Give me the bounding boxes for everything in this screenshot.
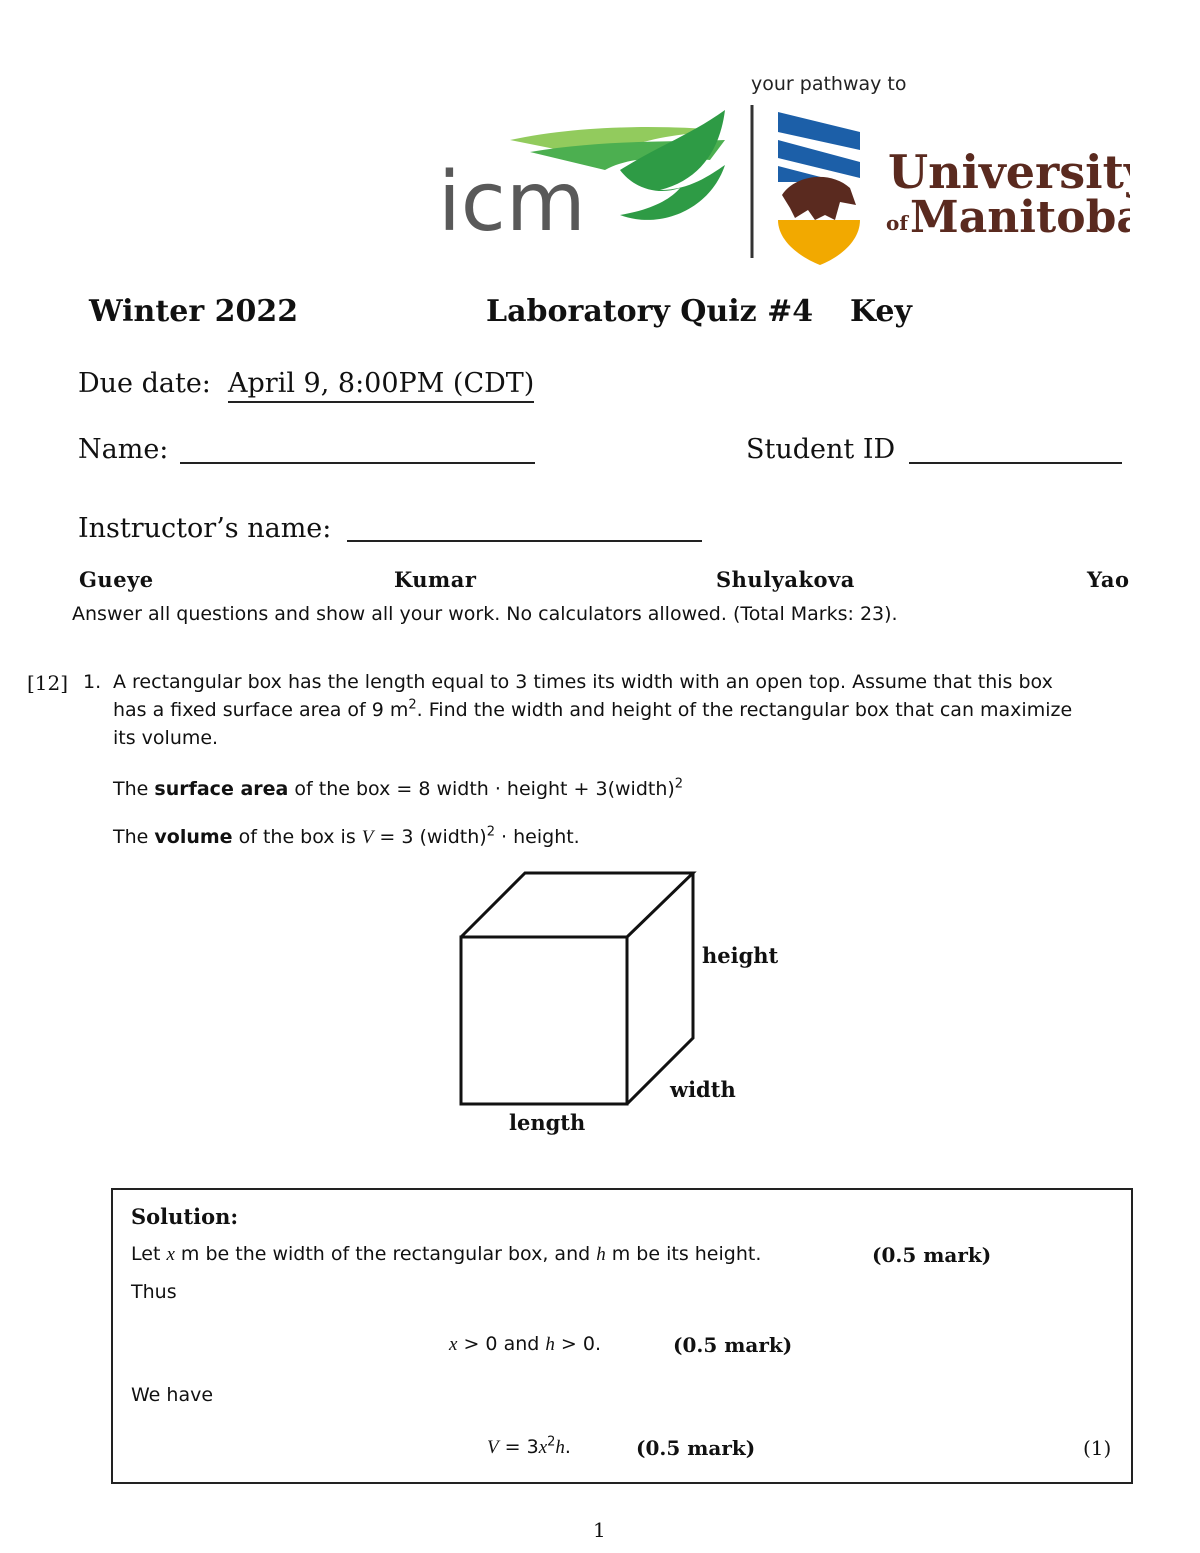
name-blank[interactable] [180, 462, 535, 464]
instructor-label: Instructor’s name: [78, 513, 332, 544]
student-id-label: Student ID [746, 434, 896, 465]
instructions-text: Answer all questions and show all your work. No calculators allowed. (Total Marks: 23). [72, 603, 898, 625]
solution-equation: $V = 3x^2h$. [487, 1434, 571, 1458]
box-front-face [461, 937, 627, 1104]
instructor-option-gueye[interactable]: Gueye [79, 567, 154, 592]
solution-title: Solution: [131, 1204, 239, 1229]
question1-marks: [12] [27, 671, 69, 695]
instructor-option-shulyakova[interactable]: Shulyakova [716, 567, 855, 592]
university-of-text: of [886, 211, 908, 235]
due-date-value: April 9, 8:00PM (CDT) [228, 368, 534, 403]
instructor-blank[interactable] [347, 540, 702, 542]
question1-text-line1: A rectangular box has the length equal to 3 times its width with an open top. Assume that this box [113, 671, 1053, 693]
pathway-text: your pathway to [751, 73, 907, 95]
solution-box [111, 1188, 1133, 1484]
figure-label-length: length [509, 1110, 586, 1135]
question1-text-line3: its volume. [113, 727, 219, 749]
icm-text: icm [438, 155, 586, 250]
quiz-title: Laboratory Quiz #4 [486, 294, 814, 329]
manitoba-text: Manitoba [910, 192, 1130, 243]
volume-formula: The volume of the box is V = 3 (width)$^2$ · height. [113, 824, 580, 848]
surface-area-formula: The surface area of the box = 8 width · height + 3(width)$^2$ [113, 776, 684, 800]
term-label: Winter 2022 [89, 294, 299, 329]
solution-line1-mark: (0.5 mark) [872, 1243, 992, 1267]
page-number: 1 [593, 1518, 606, 1542]
figure-label-width: width [670, 1077, 736, 1102]
question1-text-line2: has a fixed surface area of 9 $m^2$. Find the width and height of the rectangular box that can maximize [113, 697, 1073, 721]
university-text: University [888, 145, 1130, 199]
due-date-label: Due date: [78, 368, 211, 399]
instructor-option-yao[interactable]: Yao [1087, 567, 1130, 592]
solution-we-have: We have [131, 1384, 214, 1406]
name-label: Name: [78, 434, 169, 465]
solution-line1: Let x m be the width of the rectangular box, and h m be its height. [131, 1243, 762, 1265]
question1-number: 1. [83, 671, 102, 693]
student-id-blank[interactable] [909, 462, 1122, 464]
equation-number: (1) [1083, 1436, 1112, 1460]
solution-equation-mark: (0.5 mark) [636, 1436, 756, 1460]
header-logos [430, 70, 1130, 270]
icm-swoosh-dark [620, 110, 725, 220]
box-figure [455, 868, 700, 1110]
solution-conditions-mark: (0.5 mark) [673, 1333, 793, 1357]
icm-logo [430, 70, 1130, 270]
box-top-face [461, 873, 693, 937]
instructor-option-kumar[interactable]: Kumar [394, 567, 477, 592]
solution-conditions: x > 0 and h > 0. [449, 1333, 601, 1355]
solution-thus: Thus [131, 1281, 177, 1303]
figure-label-height: height [702, 943, 779, 968]
uofm-shield-icon [778, 110, 860, 265]
box-side-face [627, 873, 693, 1104]
key-label: Key [850, 294, 912, 329]
